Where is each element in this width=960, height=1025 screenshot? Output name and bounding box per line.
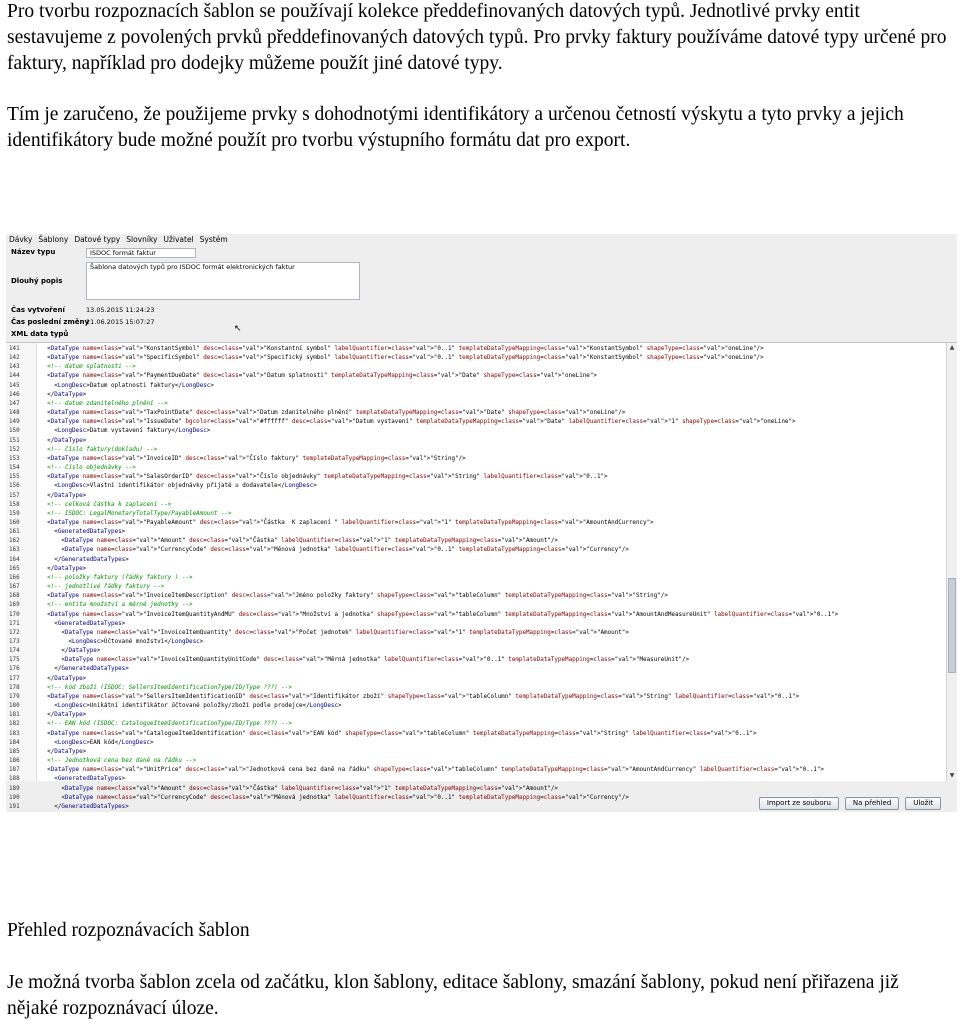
line-code: <DataType name=class="val">"InvoiceItemQuantity" desc=class="val">"Počet jednotek" labelQuantifier=class="val">"1" templateDataTypeMapping=class="val">"Amount"> xyxy=(33,629,629,636)
line-code: <DataType name=class="val">"Amount" desc=class="val">"Částka" labelQuantifier=class="val">"1" templateDataTypeMapping=class="val">"Amount"/> xyxy=(33,538,558,545)
xml-line xyxy=(9,427,945,436)
mouse-cursor-icon: ↖ xyxy=(234,324,242,334)
second-paragraph: Tím je zaručeno, že použijeme prvky s dohodnotými identifikátory a určenou četností výskytu a tyto prvky a jejich identifikátory bude možné použít pro tvorbu výstupního formátu dat pro export. xyxy=(7,104,904,151)
line-code: <DataType name=class="val">"Amount" desc=class="val">"Částka" labelQuantifier=class="val">"1" templateDataTypeMapping=class="val">"Amount"/> xyxy=(33,785,558,792)
xml-line xyxy=(9,757,945,766)
line-code: <!-- Jednotková cena bez daně na řádku --> xyxy=(33,758,197,765)
line-number: 152 xyxy=(9,446,20,453)
xml-line xyxy=(9,446,945,455)
line-code: <DataType name=class="val">"TaxPointDate" desc=class="val">"Datum zdanitelného plnění" templateDataTypeMapping=class="val">"Date" shapeType=class="val">"oneLine"/> xyxy=(33,410,626,417)
menu-datove-typy[interactable]: Datové typy xyxy=(74,235,121,244)
line-number: 160 xyxy=(9,519,20,526)
line-number: 161 xyxy=(9,529,20,536)
line-code: <GeneratedDataTypes> xyxy=(33,776,126,783)
xml-line xyxy=(9,720,945,729)
xml-line xyxy=(9,482,945,491)
line-number: 171 xyxy=(9,620,20,627)
xml-line xyxy=(9,546,945,555)
xml-line xyxy=(9,675,945,684)
line-code: <DataType name=class="val">"UnitPrice" desc=class="val">"Jednotková cena bez daně na řádku" shapeType=class="val">"tableColumn" templateDataTypeMapping=class="val">"AmountAndCurrency" labelQuantifier=class="val">"0..1"> xyxy=(33,767,824,774)
save-button[interactable]: Uložit xyxy=(905,797,941,810)
line-code: </GeneratedDataTypes> xyxy=(33,803,129,810)
line-code: </DataType> xyxy=(33,748,87,755)
line-code: <LongDesc>Vlastní identifikátor objednávky přijaté u dodavatele</LongDesc> xyxy=(33,483,317,490)
line-code: </DataType> xyxy=(33,492,87,499)
xml-line xyxy=(9,391,945,400)
xml-line xyxy=(9,464,945,473)
xml-line xyxy=(9,620,945,629)
xml-line xyxy=(9,647,945,656)
line-code: <!-- jednotlivé řádky faktury --> xyxy=(33,584,165,591)
line-number: 191 xyxy=(9,803,20,810)
xml-line xyxy=(9,711,945,720)
line-code: <GeneratedDataTypes> xyxy=(33,529,126,536)
line-code: <DataType name=class="val">"IssueDate" bgcolor=class="val">"#ffffff" desc=class="val">"Datum vystavení" templateDataTypeMapping=class="val">"Date" labelQuantifier=class="val">"1" shapeType=class="val">"oneLine"> xyxy=(33,419,796,426)
xml-line xyxy=(9,565,945,574)
line-number: 187 xyxy=(9,767,20,774)
line-code: </DataType> xyxy=(33,712,87,719)
line-number: 156 xyxy=(9,483,20,490)
line-number: 145 xyxy=(9,382,20,389)
xml-line xyxy=(9,418,945,427)
line-code: <LongDesc>Účtované množství</LongDesc> xyxy=(33,639,204,645)
line-number: 180 xyxy=(9,703,20,710)
xml-line xyxy=(9,519,945,528)
xml-line xyxy=(9,684,945,693)
xml-lines xyxy=(9,345,945,812)
line-number: 186 xyxy=(9,758,20,765)
xml-line xyxy=(9,354,945,363)
line-number: 184 xyxy=(9,739,20,746)
xml-line xyxy=(9,693,945,702)
changed-label: Čas poslední změny xyxy=(11,318,90,326)
created-label: Čas vytvoření xyxy=(11,306,65,314)
line-number: 147 xyxy=(9,400,20,407)
xml-line xyxy=(9,730,945,739)
changed-value: 21.06.2015 15:07:27 xyxy=(86,318,155,326)
xml-line xyxy=(9,501,945,510)
long-description-textarea[interactable]: Šablona datových typů pro ISDOC formát elektronických faktur xyxy=(86,262,360,300)
xml-line xyxy=(9,638,945,647)
xml-line xyxy=(9,382,945,391)
scroll-down-icon[interactable]: ▼ xyxy=(949,772,955,779)
xml-line xyxy=(9,601,945,610)
line-number: 155 xyxy=(9,474,20,481)
xml-line xyxy=(9,455,945,464)
line-code: </DataType> xyxy=(33,437,87,444)
line-number: 182 xyxy=(9,721,20,728)
menu-system[interactable]: Systém xyxy=(199,235,228,244)
xml-label: XML data typů xyxy=(11,330,69,338)
menu-uzivatel[interactable]: Uživatel xyxy=(163,235,194,244)
line-code: <!-- číslo objednávky --> xyxy=(33,465,136,472)
menu-sablony[interactable]: Šablony xyxy=(38,235,69,244)
menu-bar xyxy=(6,234,957,246)
xml-line xyxy=(9,775,945,784)
line-number: 148 xyxy=(9,410,20,417)
line-number: 188 xyxy=(9,776,20,783)
line-code: <GeneratedDataTypes> xyxy=(33,620,126,627)
vertical-scrollbar[interactable] xyxy=(946,343,957,781)
xml-line xyxy=(9,400,945,409)
line-number: 175 xyxy=(9,657,20,664)
line-number: 164 xyxy=(9,556,20,563)
xml-line xyxy=(9,629,945,638)
line-code: <DataType name=class="val">"CurrencyCode" desc=class="val">"Měnová jednotka" labelQuantifier=class="val">"0..1" templateDataTypeMapping=class="val">"Currency"/> xyxy=(33,547,629,554)
line-code: <!-- ISDOC: LegalMonetaryTotalType/PayableAmount --> xyxy=(33,510,232,517)
line-number: 190 xyxy=(9,794,20,801)
line-number: 153 xyxy=(9,455,20,462)
xml-line xyxy=(9,656,945,665)
line-number: 170 xyxy=(9,611,20,618)
line-number: 174 xyxy=(9,648,20,655)
line-number: 154 xyxy=(9,465,20,472)
line-number: 151 xyxy=(9,437,20,444)
xml-line xyxy=(9,748,945,757)
xml-line xyxy=(9,473,945,482)
line-code: <DataType name=class="val">"SellersItemIdentificationID" desc=class="val">"Identifikátor zboží" shapeType=class="val">"tableColumn" templateDataTypeMapping=class="val">"String" labelQuantifier=class="val">"0..1"> xyxy=(33,693,800,700)
xml-line xyxy=(9,592,945,601)
xml-line xyxy=(9,537,945,546)
line-number: 181 xyxy=(9,712,20,719)
xml-line xyxy=(9,492,945,501)
line-code: </DataType> xyxy=(33,675,87,682)
xml-line xyxy=(9,409,945,418)
xml-line xyxy=(9,510,945,519)
menu-davky[interactable]: Dávky xyxy=(9,235,33,244)
line-code: <DataType name=class="val">"CatalogueItemIdentification" desc=class="val">"EAN kód" shapeType=class="val">"tableColumn" templateDataTypeMapping=class="val">"String" labelQuantifier=class="val">"0..1"> xyxy=(33,730,757,737)
line-number: 144 xyxy=(9,373,20,380)
line-code: <!-- celková částka k zaplacení --> xyxy=(33,501,172,508)
line-number: 176 xyxy=(9,666,20,673)
line-number: 157 xyxy=(9,492,20,499)
line-number: 146 xyxy=(9,391,20,398)
line-number: 185 xyxy=(9,748,20,755)
line-code: <DataType name=class="val">"InvoiceItemDescription" desc=class="val">"Jméno položky faktury" shapeType=class="val">"tableColumn" templateDataTypeMapping=class="val">"String"/> xyxy=(33,593,668,600)
xml-line xyxy=(9,665,945,674)
line-code: <DataType name=class="val">"SpecificSymbol" desc=class="val">"Specifický symbol" labelQuantifier=class="val">"0..1" templateDataTypeMapping=class="val">"KonstantSymbol" shapeType=class="val">"oneLine"/> xyxy=(33,355,764,362)
line-code: </GeneratedDataTypes> xyxy=(33,666,129,673)
long-description-label: Dlouhý popis xyxy=(11,277,63,285)
xml-line xyxy=(9,766,945,775)
line-number: 165 xyxy=(9,565,20,572)
line-code: <DataType name=class="val">"KonstantSymbol" desc=class="val">"Konstantní symbol" labelQuantifier=class="val">"0..1" templateDataTypeMapping=class="val">"KonstantSymbol" shapeType=class="val">"oneLine"/> xyxy=(33,346,764,352)
line-number: 177 xyxy=(9,675,20,682)
xml-line xyxy=(9,528,945,537)
xml-line xyxy=(9,702,945,711)
line-code: <DataType name=class="val">"InvoiceItemQuantityUnitCode" desc=class="val">"Měrná jednotka" labelQuantifier=class="val">"0..1" templateDataTypeMapping=class="val">"MeasureUnit"/> xyxy=(33,657,690,664)
line-code: <!-- datum zdanitelného plnění --> xyxy=(33,400,168,407)
line-number: 142 xyxy=(9,355,20,362)
import-from-file-button[interactable]: Import ze souboru xyxy=(759,797,839,810)
line-code: <!-- kód zboží (ISDOC: SellersItemIdentificationType/ID/Type ???) --> xyxy=(33,684,292,691)
line-code: <!-- EAN kód (ISDOC: CatalogueItemIdentificationType/ID/Type ???) --> xyxy=(33,721,292,728)
line-number: 169 xyxy=(9,602,20,609)
xml-line xyxy=(9,785,945,794)
line-number: 149 xyxy=(9,419,20,426)
line-code: <!-- datum splatnosti --> xyxy=(33,364,136,371)
button-bar xyxy=(759,797,941,810)
xml-line xyxy=(9,372,945,381)
line-code: <LongDesc>Datum oplatnosti faktury</LongDesc> xyxy=(33,382,214,389)
line-number: 168 xyxy=(9,593,20,600)
line-code: <LongDesc>Unikátní identifikátor účtované položky/zboží podle prodejce</LongDesc> xyxy=(33,703,342,710)
application-screenshot xyxy=(6,234,957,812)
to-overview-button[interactable]: Na přehled xyxy=(845,797,899,810)
line-number: 159 xyxy=(9,510,20,517)
line-number: 141 xyxy=(9,346,20,352)
xml-line xyxy=(9,583,945,592)
line-number: 172 xyxy=(9,629,20,636)
line-code: </DataType> xyxy=(33,391,87,398)
xml-line xyxy=(9,345,945,354)
intro-paragraph: Pro tvorbu rozpoznacích šablon se používají kolekce předdefinovaných datových typů. Jednotlivé prvky entit sestavujeme z povolených prvků předdefinovaných datových typů. Pro prvky faktury používáme datové typy určené pro faktury, například pro dodejky můžeme použít jiné datové typy. xyxy=(7,1,947,74)
created-value: 13.05.2015 11:24:23 xyxy=(86,306,155,314)
line-code: <!-- entita množství a měrné jednotky --> xyxy=(33,602,193,609)
line-code: </GeneratedDataTypes> xyxy=(33,556,129,563)
line-number: 166 xyxy=(9,574,20,581)
scroll-up-icon[interactable]: ▲ xyxy=(949,344,955,351)
xml-line xyxy=(9,437,945,446)
xml-line xyxy=(9,611,945,620)
line-code: <LongDesc>Datum vystavení faktury</LongDesc> xyxy=(33,428,211,435)
line-number: 179 xyxy=(9,693,20,700)
line-code: <!-- číslo faktury(dokladu) --> xyxy=(33,446,158,453)
line-number: 163 xyxy=(9,547,20,554)
line-number: 173 xyxy=(9,639,20,645)
line-code: <LongDesc>EAN kód</LongDesc> xyxy=(33,739,154,746)
line-code: <!-- položky faktury (řádky faktury ) --> xyxy=(33,574,193,581)
line-number: 178 xyxy=(9,684,20,691)
name-label: Název typu xyxy=(11,248,56,256)
line-number: 143 xyxy=(9,364,20,371)
name-input[interactable]: ISDOC formát faktur xyxy=(86,248,196,258)
scrollbar-thumb[interactable] xyxy=(948,578,956,673)
line-number: 189 xyxy=(9,785,20,792)
line-number: 150 xyxy=(9,428,20,435)
line-code: <DataType name=class="val">"SalesOrderID" desc=class="val">"Číslo objednávky" templateDataTypeMapping=class="val">"String" labelQuantifier=class="val">"0..1"> xyxy=(33,474,608,481)
line-number: 183 xyxy=(9,730,20,737)
line-code: </DataType> xyxy=(33,648,101,655)
line-number: 167 xyxy=(9,584,20,591)
section-heading: Přehled rozpoznávacích šablon xyxy=(7,920,250,941)
line-code: <DataType name=class="val">"InvoiceItemQuantityAndMU" desc=class="val">"Množství a jednotka" shapeType=class="val">"tableColumn" templateDataTypeMapping=class="val">"AmountAndMeasureUnit" labelQuantifier=class="val">"0..1"> xyxy=(33,611,839,618)
line-code: <DataType name=class="val">"PaymentDueDate" desc=class="val">"Datum splatnosti" templateDataTypeMapping=class="val">"Date" shapeType=class="val">"oneLine"> xyxy=(33,373,597,380)
xml-line xyxy=(9,363,945,372)
menu-slovniky[interactable]: Slovníky xyxy=(126,235,158,244)
line-code: <DataType name=class="val">"InvoiceID" desc=class="val">"Číslo faktury" templateDataTypeMapping=class="val">"String"/> xyxy=(33,455,466,462)
line-code: </DataType> xyxy=(33,565,87,572)
line-code: <DataType name=class="val">"CurrencyCode" desc=class="val">"Měnová jednotka" labelQuantifier=class="val">"0..1" templateDataTypeMapping=class="val">"Currency"/> xyxy=(33,794,629,801)
line-code: <DataType name=class="val">"PayableAmount" desc=class="val">"Částka K zaplacení " labelQuantifier=class="val">"1" templateDataTypeMapping=class="val">"AmountAndCurrency"> xyxy=(33,519,654,526)
xml-line xyxy=(9,574,945,583)
third-paragraph: Je možná tvorba šablon zcela od začátku, klon šablony, editace šablony, smazání šablony, pokud není přiřazena již nějaké rozpoznávací úloze. xyxy=(7,972,899,1019)
line-number: 158 xyxy=(9,501,20,508)
line-number: 162 xyxy=(9,538,20,545)
xml-line xyxy=(9,739,945,748)
xml-line xyxy=(9,556,945,565)
